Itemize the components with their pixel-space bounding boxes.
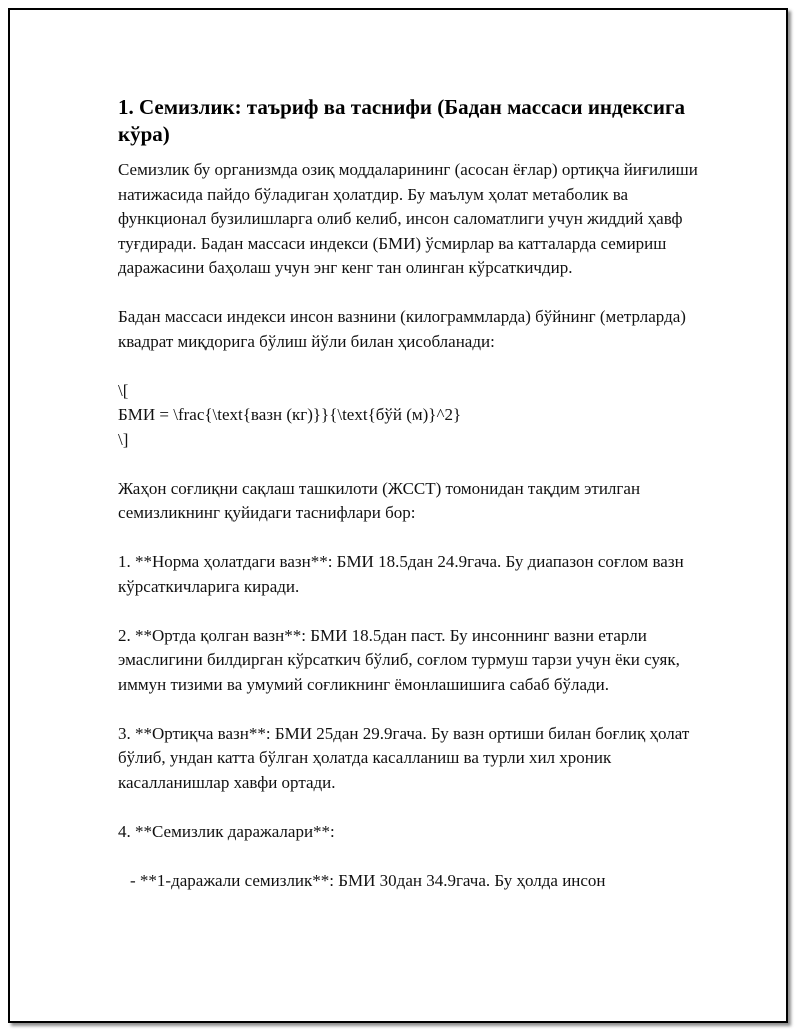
section-heading: 1. Семизлик: таъриф ва таснифи (Бадан массаси индексига кўра) bbox=[118, 95, 685, 146]
formula-close: \] bbox=[118, 429, 129, 449]
document-body bbox=[118, 94, 708, 918]
formula-open: \[ bbox=[118, 380, 129, 400]
intro-paragraph: Семизлик бу организмда озиқ моддаларининг (асосан ёғлар) ортиқча йиғилиши натижасида пайдо бўладиган ҳолатдир. Бу маълум ҳолат метаболик ва функционал бузилишларга олиб келиб, инсон саломатлиги учун жиддий ҳавф туғдиради. Бадан массаси индекси (БМИ) ўсмирлар ва катталарда семириш даражасини баҳолаш учун энг кенг тан олинган кўрсаткичдир. bbox=[118, 160, 698, 277]
list-item-underweight: 2. **Ортда қолган вазн**: БМИ 18.5дан паст. Бу инсоннинг вазни етарли эмаслигини билдирган кўрсаткич бўлиб, соғлом турмуш тарзи учун ёки суяк, иммун тизими ва умумий соғликнинг ёмонлашишига сабаб бўлади. bbox=[118, 625, 680, 694]
who-paragraph: Жаҳон соғлиқни сақлаш ташкилоти (ЖССТ) томонидан тақдим этилган семизликнинг қуйидаги таснифлари бор: bbox=[118, 478, 641, 522]
calculation-paragraph: Бадан массаси индекси инсон вазнини (килограммларда) бўйнинг (метрларда) квадрат миқдорига бўлиш йўли билан ҳисобланади: bbox=[118, 307, 686, 351]
list-item-overweight: 3. **Ортиқча вазн**: БМИ 25дан 29.9гача. Бу вазн ортиши билан боғлиқ ҳолат бўлиб, ундан катта бўлган ҳолатда касалланиш ва турли хил хроник касалланишлар хавфи ортади. bbox=[118, 723, 690, 792]
formula-body: БМИ = \frac{\text{вазн (кг)}}{\text{бўй (м)}^2} bbox=[118, 405, 462, 424]
sub-item-grade-1: - **1-даражали семизлик**: БМИ 30дан 34.9гача. Бу ҳолда инсон bbox=[130, 870, 606, 890]
list-item-normal-weight: 1. **Норма ҳолатдаги вазн**: БМИ 18.5дан 24.9гача. Бу диапазон соғлом вазн кўрсаткичларига киради. bbox=[118, 552, 684, 596]
document-page bbox=[8, 8, 788, 1023]
bmi-formula bbox=[118, 379, 708, 453]
list-item-obesity-grades: 4. **Семизлик даражалари**: bbox=[118, 821, 335, 841]
